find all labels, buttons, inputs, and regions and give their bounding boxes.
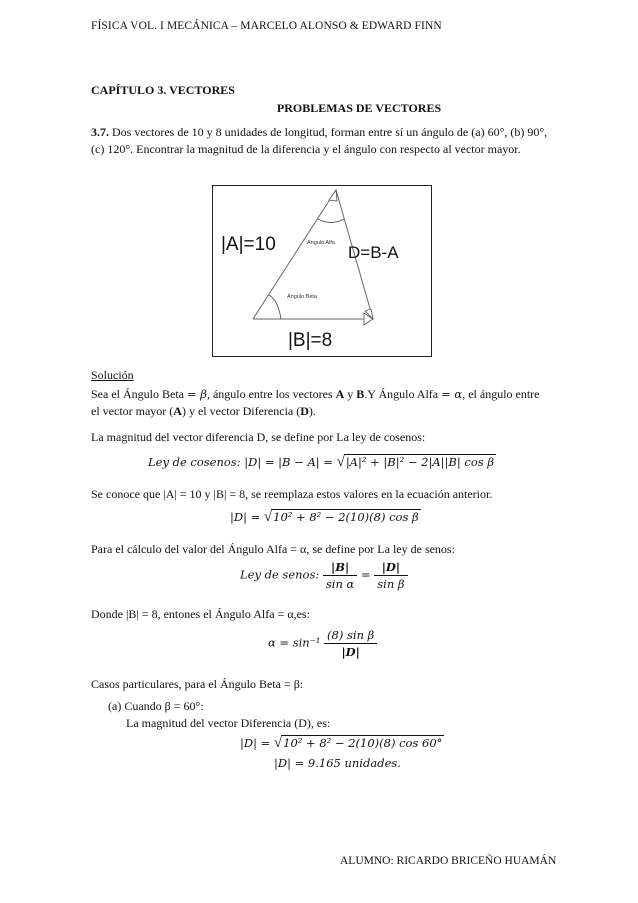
solution-paragraph-1	[91, 386, 551, 420]
text-span: , ángulo entre los vectores	[206, 387, 336, 401]
vector-diagram-svg	[213, 186, 431, 356]
label-d: D=B-A	[348, 243, 399, 262]
solution-paragraph-3: Se conoce que |A| = 10 y |B| = 8, se reemplaza estos valores en la ecuación anterior.	[91, 487, 493, 501]
eq-lhs: Ley de senos:	[240, 567, 323, 582]
eq-lhs: α = sin⁻¹	[268, 635, 325, 650]
eq-radicand: 10² + 8² − 2(10)(8) cos β	[273, 510, 419, 524]
problem-statement	[91, 124, 551, 158]
solution-paragraph-2: La magnitud del vector diferencia D, se define por La ley de cosenos:	[91, 430, 426, 444]
solution-paragraph-6: Casos particulares, para el Ángulo Beta = β:	[91, 677, 304, 691]
equation-alpha	[268, 628, 377, 659]
problem-text: Dos vectores de 10 y 8 unidades de longitud, forman entre sí un ángulo de (a) 60°, (b) 90°, (c) 120°. Encontrar la magnitud de la diferencia y el ángulo con respecto al vector mayor.	[91, 125, 548, 156]
fraction	[324, 628, 377, 659]
bold-a: A	[335, 387, 345, 401]
chapter-title: CAPÍTULO 3. VECTORES	[91, 83, 235, 97]
bold-d: D	[300, 404, 309, 418]
angle-alfa-arc	[318, 219, 344, 223]
eq-lhs: Ley de cosenos: |D| = |B − A| =	[148, 455, 337, 469]
radical-sign: √	[336, 454, 345, 470]
case-a-equation-1	[240, 735, 444, 752]
solution-paragraph-4: Para el cálculo del valor del Ángulo Alfa = α, se define por La ley de senos:	[91, 542, 455, 556]
fraction	[374, 560, 407, 591]
denominator: sin α	[325, 577, 355, 591]
label-b: |B|=8	[288, 330, 333, 351]
eq-lhs: |D| =	[240, 736, 274, 750]
arrowhead-a	[329, 190, 337, 201]
numerator: |B|	[323, 560, 357, 576]
case-a-label: (a) Cuando β = 60°:	[108, 699, 204, 713]
numerator: (8) sin β	[324, 628, 377, 644]
angle-beta-arc	[269, 295, 281, 319]
eq-radicand: |A|² + |B|² − 2|A||B| cos β	[345, 455, 494, 469]
eq-lhs: |D| =	[230, 510, 264, 524]
vector-diagram	[212, 185, 432, 357]
bold-b: B	[356, 387, 365, 401]
math-beta: = β	[186, 387, 207, 401]
page-footer: ALUMNO: RICARDO BRICEÑO HUAMÁN	[340, 855, 557, 867]
numerator: |D|	[374, 560, 407, 576]
bold-a: A	[173, 404, 182, 418]
equation-substitution	[230, 509, 421, 526]
label-angulo-beta: Ángulo Beta	[287, 294, 317, 300]
text-span: , el ángulo entre el vector mayor (	[91, 387, 540, 418]
label-angulo-alfa: Ángulo Alfa	[307, 240, 335, 246]
eq-radicand: 10² + 8² − 2(10)(8) cos 60°	[283, 736, 443, 750]
radical-sign: √	[263, 509, 273, 525]
solution-heading: Solución	[91, 368, 134, 382]
denominator: sin β	[377, 577, 405, 591]
equals-sign: =	[357, 567, 375, 582]
page-header: FÍSICA VOL. I MECÁNICA – MARCELO ALONSO & EDWARD FINN	[91, 20, 442, 32]
radical-sign: √	[273, 735, 283, 751]
case-a-equation-2: |D| = 9.165 unidades.	[274, 756, 401, 770]
text-span: ) y el vector Diferencia (	[181, 404, 301, 418]
problem-number: 3.7.	[91, 125, 109, 139]
problems-title: PROBLEMAS DE VECTORES	[276, 101, 442, 115]
label-a: |A|=10	[221, 234, 276, 255]
text-span: .Y Ángulo Alfa	[364, 387, 442, 401]
case-a-text: La magnitud del vector Diferencia (D), es:	[126, 716, 331, 730]
equation-ley-cosenos	[148, 454, 496, 471]
equation-ley-senos	[240, 560, 408, 591]
math-alpha: = α	[441, 387, 463, 401]
text-span: Sea el Ángulo Beta	[91, 387, 187, 401]
denominator: |D|	[341, 645, 360, 659]
text-span: y	[344, 387, 357, 401]
fraction	[323, 560, 357, 591]
solution-paragraph-5: Donde |B| = 8, entones el Ángulo Alfa = α,es:	[91, 607, 310, 621]
text-span: ).	[308, 404, 316, 418]
